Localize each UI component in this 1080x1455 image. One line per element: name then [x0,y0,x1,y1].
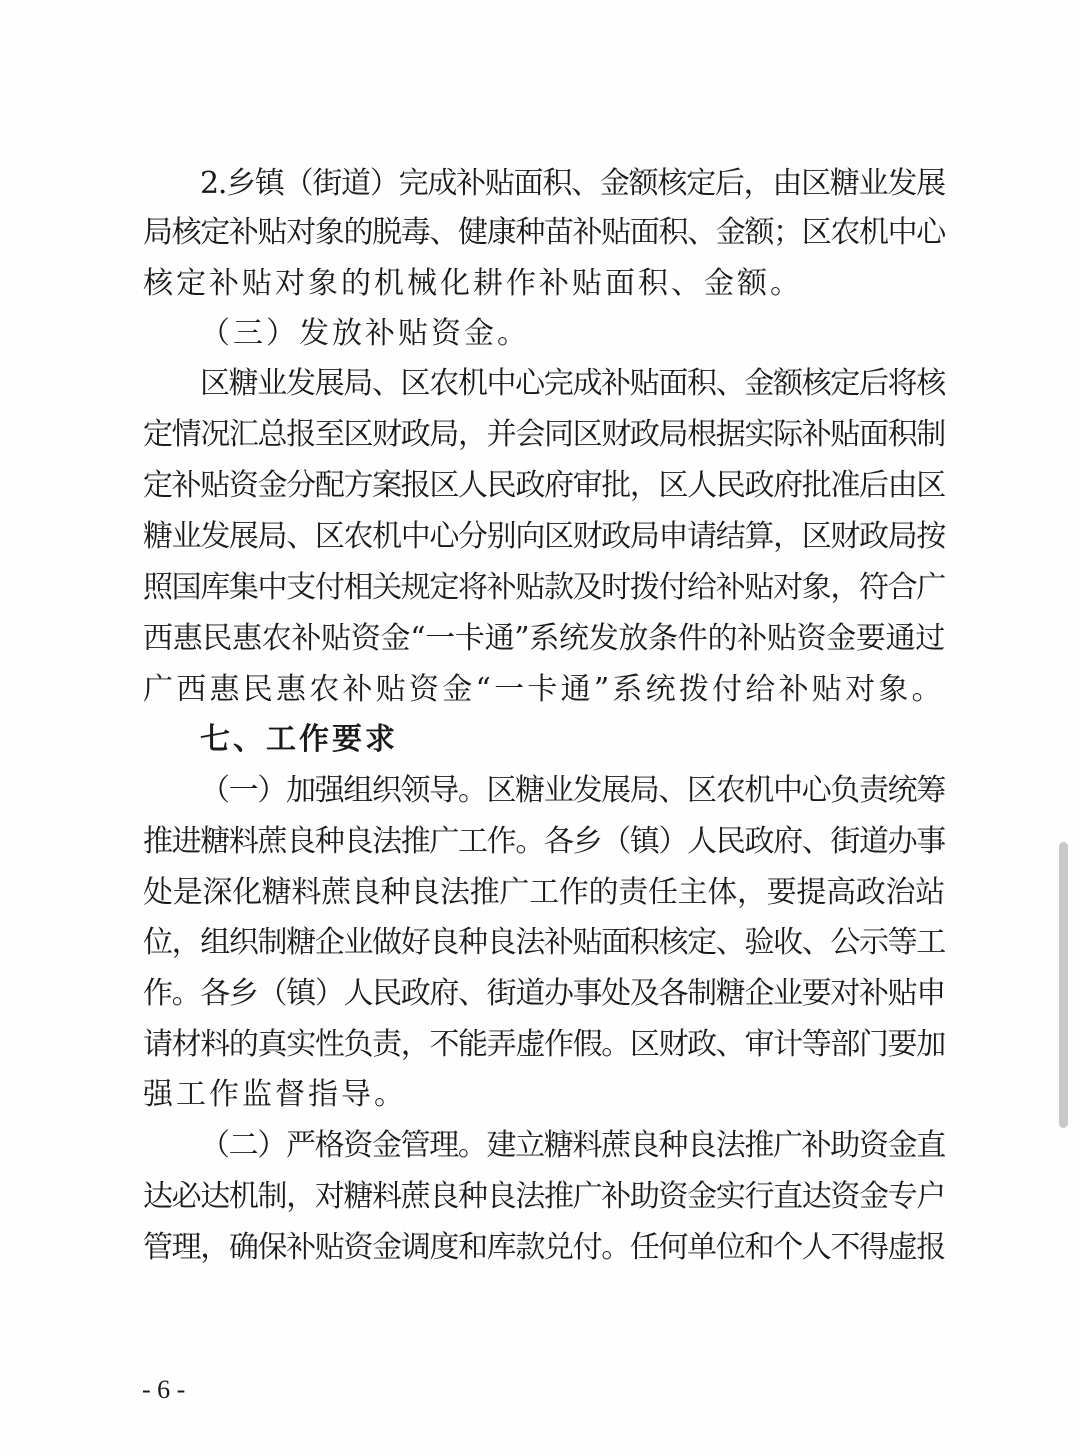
body-line [0,258,1080,310]
line-text: 达必达机制，对糖料蔗良种良法推广补助资金实行直达资金专户 [143,1179,945,1214]
line-text: 照国库集中支付相关规定将补贴款及时拨付给补贴对象，符合广 [143,570,945,605]
body-line [0,158,1080,210]
body-line [0,358,1080,410]
line-text: 处是深化糖料蔗良种良法推广工作的责任主体，要提高政治站 [143,875,945,910]
line-text: 广西惠民惠农补贴资金“一卡通”系统拨付给补贴对象。 [143,672,945,707]
line-text: （一）加强组织领导。区糖业发展局、区农机中心负责统筹 [200,773,945,808]
body-line [0,1222,1080,1274]
line-text: （三）发放补贴资金。 [200,316,530,351]
line-text: 核定补贴对象的机械化耕作补贴面积、金额。 [143,266,803,301]
body-line [0,1120,1080,1172]
line-text: 请材料的真实性负责，不能弄虚作假。区财政、审计等部门要加 [143,1027,945,1062]
line-text: 定补贴资金分配方案报区人民政府审批，区人民政府批准后由区 [143,468,945,503]
page-number: - 6 - [142,1375,186,1404]
line-text: 2.乡镇（街道）完成补贴面积、金额核定后，由区糖业发展 [200,166,945,201]
line-text: （二）严格资金管理。建立糖料蔗良种良法推广补助资金直 [200,1128,945,1163]
line-text: 管理，确保补贴资金调度和库款兑付。任何单位和个人不得虚报 [143,1230,945,1265]
line-text: 强工作监督指导。 [143,1077,407,1112]
section-heading [0,714,1080,766]
subheading-line [0,308,1080,360]
body-line [0,1019,1080,1071]
body-line [0,1069,1080,1121]
body-line [0,460,1080,512]
line-text: 西惠民惠农补贴资金“一卡通”系统发放条件的补贴资金要通过 [143,621,945,656]
body-line [0,664,1080,716]
line-text: 区糖业发展局、区农机中心完成补贴面积、金额核定后将核 [200,366,945,401]
body-line [0,968,1080,1020]
body-line [0,816,1080,868]
body-line [0,1171,1080,1223]
body-line [0,511,1080,563]
heading-text: 七、工作要求 [200,722,398,757]
body-line [0,917,1080,969]
body-line [0,765,1080,817]
line-text: 作。各乡（镇）人民政府、街道办事处及各制糖企业要对补贴申 [143,976,945,1011]
line-text: 糖业发展局、区农机中心分别向区财政局申请结算，区财政局按 [143,519,945,554]
line-text: 定情况汇总报至区财政局，并会同区财政局根据实际补贴面积制 [143,417,945,452]
body-line [0,207,1080,259]
line-text: 推进糖料蔗良种良法推广工作。各乡（镇）人民政府、街道办事 [143,824,945,859]
line-text: 局核定补贴对象的脱毒、健康种苗补贴面积、金额；区农机中心 [143,215,945,250]
line-text: 位，组织制糖企业做好良种良法补贴面积核定、验收、公示等工 [143,925,945,960]
scrollbar-thumb[interactable] [1059,842,1068,1128]
body-line [0,613,1080,665]
body-line [0,562,1080,614]
scrollbar[interactable] [1056,0,1070,1455]
body-line [0,867,1080,919]
body-line [0,409,1080,461]
